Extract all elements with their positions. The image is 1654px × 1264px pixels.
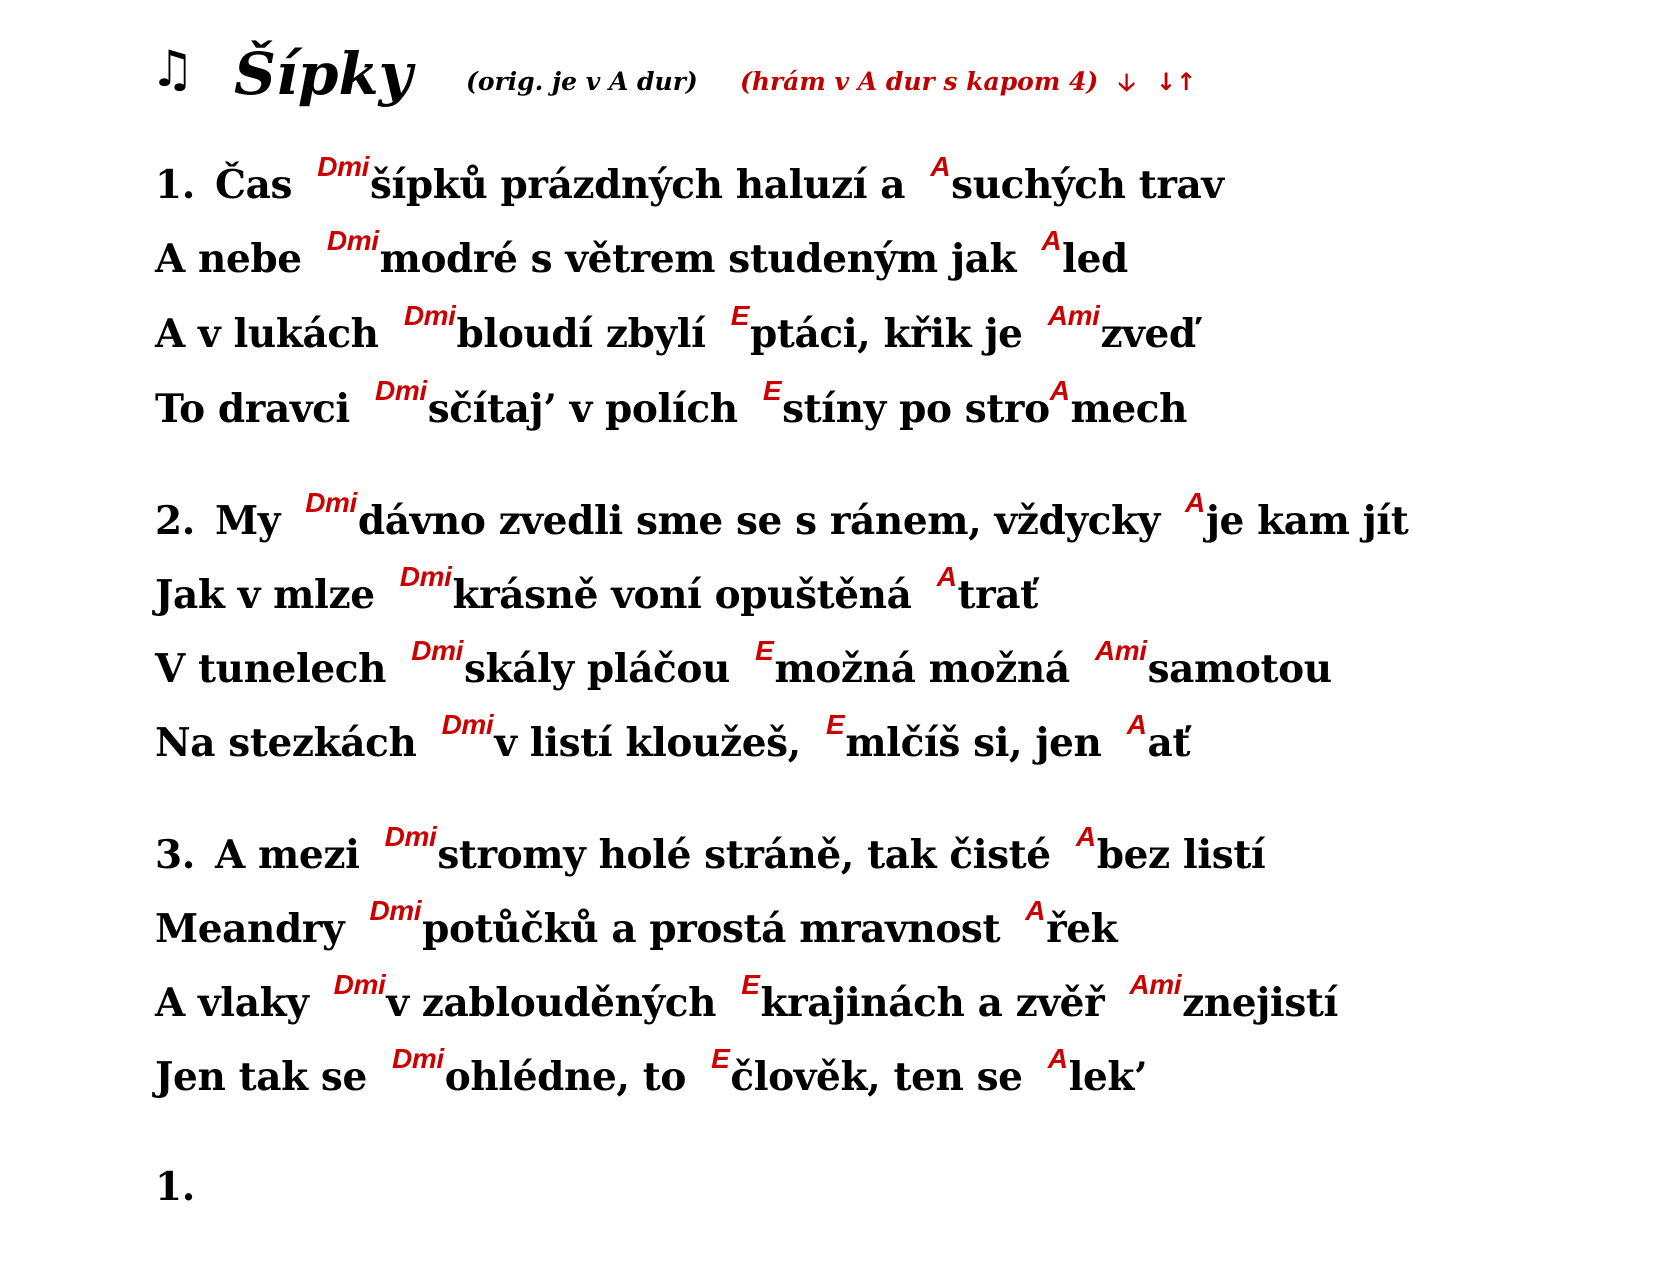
lyric-text: A nebe	[155, 236, 315, 282]
lyric-text: V tunelech	[155, 646, 400, 692]
chord: Ami	[1094, 635, 1147, 666]
repeat-verse-marker	[155, 1162, 195, 1212]
repeat-number: 1.	[155, 1164, 195, 1210]
verse-number: 1.	[155, 162, 195, 208]
chord: Dmi	[399, 561, 452, 592]
lyric-text: modré s větrem studeným jak	[379, 236, 1030, 282]
verse-2-line-1	[155, 487, 1409, 550]
lyric-text: ať	[1147, 720, 1191, 766]
lyric-text: šípků prázdných haluzí a	[369, 162, 919, 208]
lyric-text: zveď	[1100, 311, 1196, 357]
chord: A	[936, 561, 957, 592]
lyric-text: možná možná	[774, 646, 1083, 692]
verse-3-line-2	[155, 895, 1118, 958]
verse-3-line-1	[155, 821, 1266, 884]
chord: A	[1025, 895, 1046, 926]
chord: Dmi	[441, 709, 494, 740]
chord: Dmi	[411, 635, 463, 666]
chord: Ami	[1047, 300, 1100, 331]
lyric-text: krajinách a zvěř	[760, 980, 1118, 1026]
lyric-text: ohlédne, to	[444, 1054, 700, 1100]
verse-1-line-2	[155, 225, 1128, 288]
chord: Dmi	[333, 969, 386, 1000]
transpose-down-arrow-icon[interactable]: 🡣	[1118, 68, 1136, 96]
verse-2-line-3	[155, 635, 1332, 698]
original-key-note: (orig. je v A dur)	[466, 67, 698, 96]
lyric-text: A vlaky	[155, 980, 322, 1026]
lyric-text: krásně voní opuštěná	[452, 572, 925, 618]
lyric-text: mech	[1070, 386, 1188, 432]
lyric-text: My	[215, 498, 294, 544]
lyric-text: mlčíš si, jen	[845, 720, 1115, 766]
chord: A	[1041, 225, 1062, 256]
lyric-text: řek	[1046, 906, 1118, 952]
transpose-toggle-arrows-icon[interactable]: ↓↑	[1156, 68, 1197, 96]
verse-3-line-4	[155, 1043, 1148, 1106]
chord: A	[1126, 709, 1147, 740]
lyric-text: v zablouděných	[386, 980, 730, 1026]
lyric-text: samotou	[1147, 646, 1332, 692]
lyric-text: stromy holé stráně, tak čisté	[437, 832, 1064, 878]
chord: Dmi	[384, 821, 437, 852]
lyric-text: skály pláčou	[464, 646, 744, 692]
lyric-text: v listí kloužeš,	[494, 720, 815, 766]
chord: A	[930, 151, 951, 182]
capo-note: (hrám v A dur s kapom 4)	[740, 67, 1099, 96]
chord: Dmi	[305, 487, 357, 518]
lyric-text: bloudí zbylí	[456, 311, 719, 357]
lyric-text: trať	[957, 572, 1038, 618]
lyric-text: Na stezkách	[155, 720, 430, 766]
chord: E	[762, 375, 782, 406]
lyric-text: lek’	[1068, 1054, 1148, 1100]
song-title: Šípky	[234, 40, 413, 108]
chord: Dmi	[392, 1043, 444, 1074]
lyric-text: sčítaj’ v polích	[427, 386, 751, 432]
lyric-text: ptáci, křik je	[750, 311, 1036, 357]
chord: Dmi	[403, 300, 456, 331]
chord: E	[730, 300, 750, 331]
lyric-text: Jak v mlze	[155, 572, 388, 618]
verse-2-line-2	[155, 561, 1038, 624]
lyric-text: stíny po stro	[782, 386, 1050, 432]
lyric-text: je kam jít	[1205, 498, 1409, 544]
chord: A	[1185, 487, 1205, 518]
chord: Dmi	[317, 151, 369, 182]
lyric-text: Meandry	[155, 906, 358, 952]
lyric-text: potůčků a prostá mravnost	[422, 906, 1014, 952]
lyric-text: znejistí	[1182, 980, 1338, 1026]
chord: Dmi	[369, 895, 422, 926]
chord: Dmi	[326, 225, 379, 256]
chord: E	[711, 1043, 730, 1074]
lyric-text: Čas	[215, 162, 306, 208]
music-note-icon: ♫	[150, 40, 195, 98]
verse-1-line-1	[155, 151, 1224, 214]
lyric-text: člověk, ten se	[730, 1054, 1036, 1100]
chord: E	[826, 709, 845, 740]
verse-2-line-4	[155, 709, 1191, 772]
verse-1-line-3	[155, 300, 1196, 363]
chord: E	[741, 969, 760, 1000]
chord: Ami	[1129, 969, 1182, 1000]
chord: A	[1047, 1043, 1068, 1074]
verse-1-line-4	[155, 375, 1188, 438]
verse-number: 2.	[155, 498, 195, 544]
chord: Dmi	[375, 375, 427, 406]
chord: A	[1075, 821, 1096, 852]
lyric-text: A v lukách	[155, 311, 392, 357]
lyric-text: led	[1062, 236, 1128, 282]
lyric-text: bez listí	[1096, 832, 1266, 878]
lyric-text: suchých trav	[951, 162, 1224, 208]
chord: E	[755, 635, 774, 666]
verse-number: 3.	[155, 832, 195, 878]
chord: A	[1049, 375, 1070, 406]
lyric-text: A mezi	[215, 832, 373, 878]
lyric-text: To dravci	[155, 386, 364, 432]
lyric-text: Jen tak se	[155, 1054, 381, 1100]
lyric-text: dávno zvedli sme se s ránem, vždycky	[357, 498, 1174, 544]
verse-3-line-3	[155, 969, 1338, 1032]
song-header	[150, 38, 1550, 118]
